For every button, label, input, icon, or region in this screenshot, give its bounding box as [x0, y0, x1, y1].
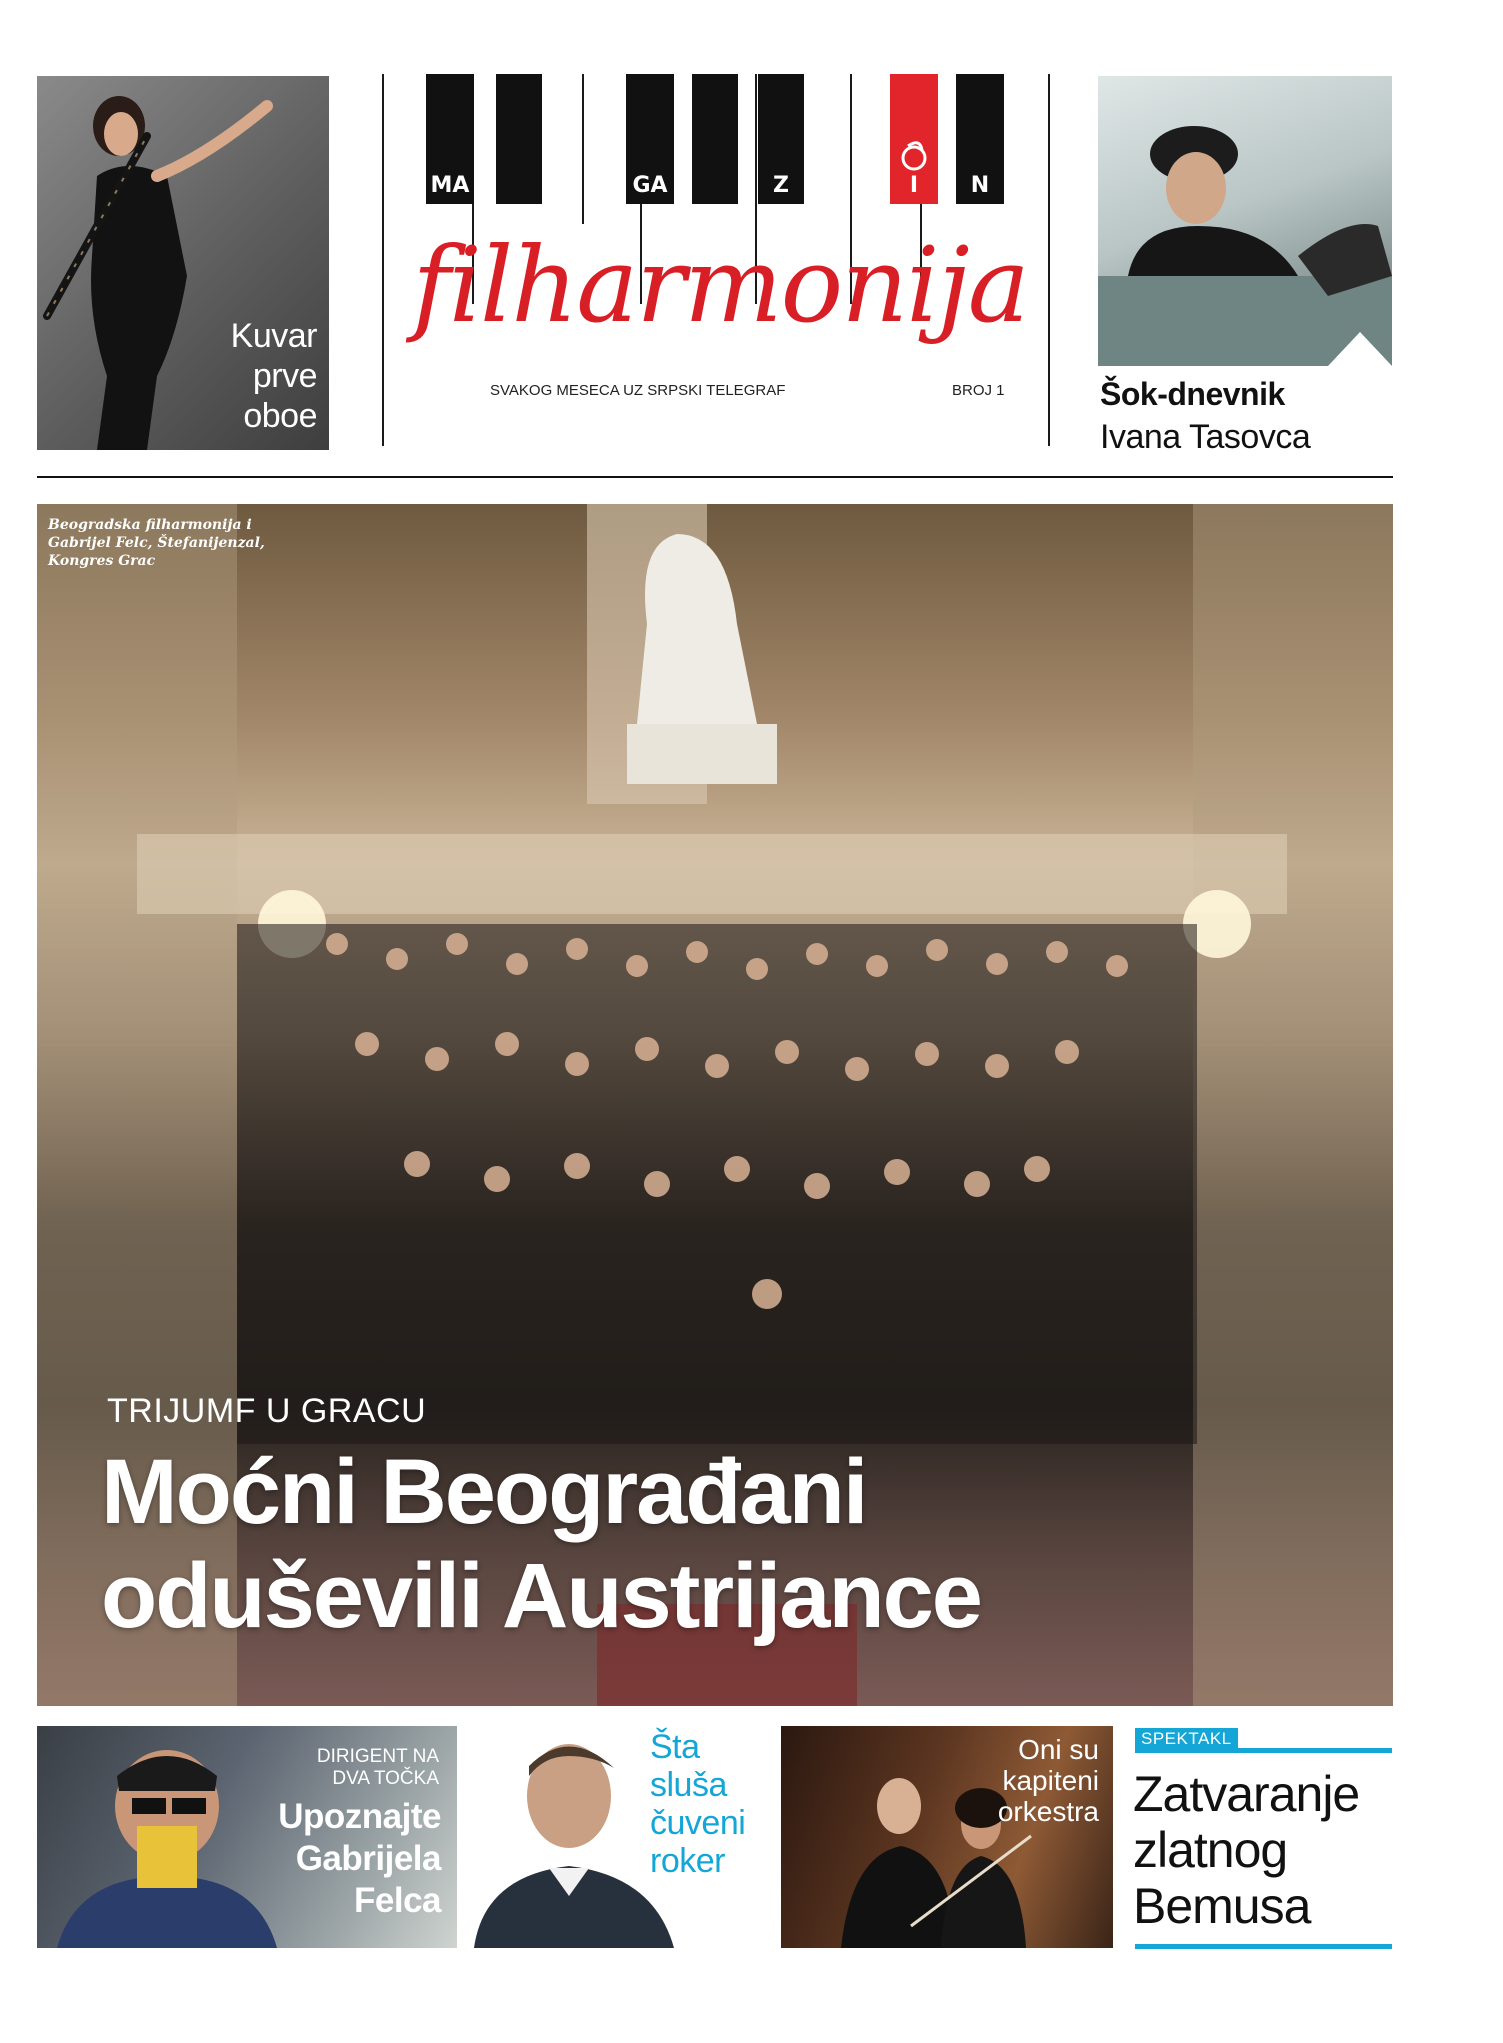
caption-line: Kongres Grac — [48, 553, 156, 569]
title-line: zlatnog — [1133, 1822, 1288, 1878]
masthead — [380, 74, 1052, 446]
logo-key: MA — [426, 74, 474, 204]
treble-clef-icon — [894, 136, 934, 176]
logo-key: Z — [758, 74, 804, 204]
logo-key — [692, 74, 738, 204]
piano-line — [582, 74, 584, 224]
kicker-line: DVA TOČKA — [332, 1768, 439, 1789]
tasovac-title[interactable]: Šok-dnevnik — [1100, 376, 1285, 412]
oboe-photo[interactable] — [37, 76, 329, 450]
headline-line: Moćni Beograđani — [101, 1441, 867, 1543]
text-line: Oni su — [1018, 1734, 1099, 1765]
felc-teaser[interactable] — [37, 1726, 457, 1948]
text-line: kapiteni — [1002, 1765, 1099, 1796]
kapiteni-text — [998, 1734, 1099, 1827]
bemus-tag: SPEKTAKL — [1135, 1728, 1238, 1750]
piano-line — [382, 74, 384, 446]
main-story-photo[interactable] — [37, 504, 1393, 1706]
oboe-caption — [231, 316, 317, 436]
main-headline[interactable] — [101, 1440, 981, 1648]
header-divider — [37, 476, 1393, 478]
kicker-line: DIRIGENT NA — [316, 1746, 439, 1767]
main-kicker: TRIJUMF U GRACU — [107, 1392, 427, 1430]
text-line: Šta — [650, 1728, 700, 1766]
roker-text — [650, 1728, 745, 1880]
text-line: sluša — [650, 1766, 727, 1804]
logo-key — [496, 74, 542, 204]
title-line: Gabrijela — [295, 1839, 441, 1878]
title-line: Upoznajte — [278, 1797, 441, 1836]
tagline: SVAKOG MESECA UZ SRPSKI TELEGRAF — [490, 382, 786, 399]
caption-line: Beogradska filharmonija i — [48, 517, 252, 533]
bemus-bottom-rule — [1135, 1944, 1392, 1949]
felc-title — [278, 1796, 441, 1922]
roker-teaser[interactable] — [474, 1726, 772, 1948]
caption-line: prve — [252, 357, 317, 395]
piano-line — [1048, 74, 1050, 446]
caption-line: oboe — [243, 397, 317, 435]
felc-kicker — [317, 1746, 439, 1790]
logo-key-accent: I — [890, 74, 938, 204]
headline-line: oduševili Austrijance — [101, 1545, 981, 1647]
photo-caption — [48, 516, 288, 570]
tasovac-photo[interactable] — [1098, 76, 1392, 366]
logo-key: N — [956, 74, 1004, 204]
tasovac-subtitle: Ivana Tasovca — [1100, 418, 1311, 456]
issue-number: BROJ 1 — [952, 382, 1005, 399]
brand-logo: filharmonija — [412, 224, 1028, 346]
title-line: Bemusa — [1133, 1878, 1311, 1934]
caption-line: Gabrijel Felc, Štefanijenzal, — [48, 535, 265, 551]
text-line: čuveni — [650, 1804, 746, 1842]
text-line: roker — [650, 1842, 725, 1880]
kapiteni-teaser[interactable] — [781, 1726, 1113, 1948]
title-line: Zatvaranje — [1133, 1766, 1360, 1822]
logo-key: GA — [626, 74, 674, 204]
man-at-desk-illustration — [1098, 76, 1392, 366]
bemus-title[interactable] — [1133, 1766, 1359, 1934]
caption-line: Kuvar — [230, 317, 317, 355]
text-line: orkestra — [997, 1796, 1099, 1827]
title-line: Felca — [354, 1881, 441, 1920]
